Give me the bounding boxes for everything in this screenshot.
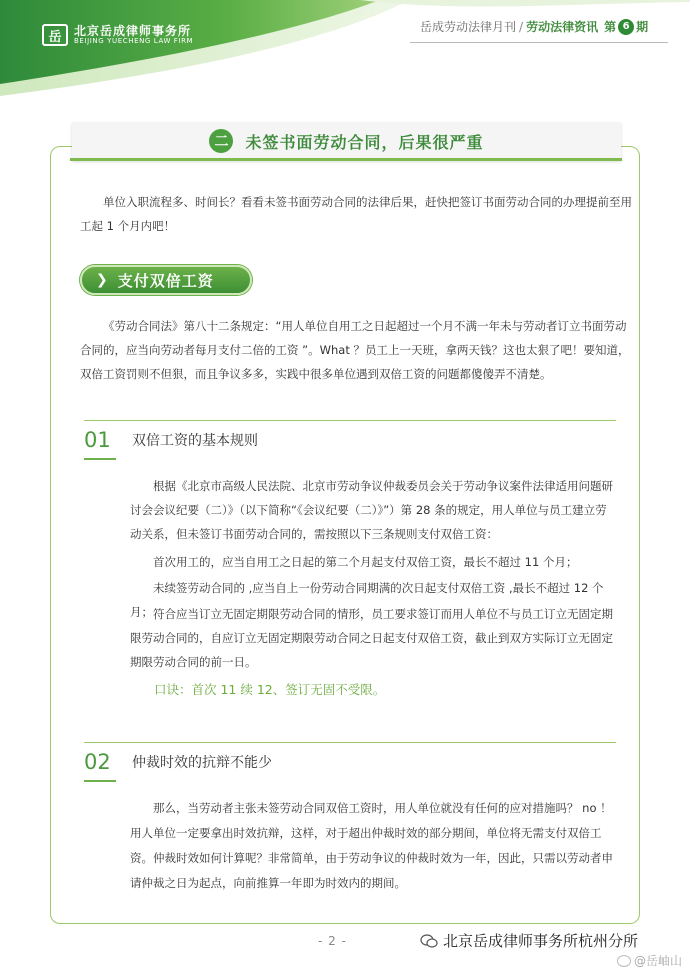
journal-name: 岳成劳动法律月刊 [420,20,517,34]
header-underline [410,42,668,43]
section-intro: 单位入职流程多、时间长？看看未签书面劳动合同的法律后果，赶快把签订书面劳动合同的办理提前至用工起 1 个月内吧！ [80,195,632,233]
page-number: - 2 - [318,934,347,948]
section-title: 未签书面劳动合同，后果很严重 [245,132,484,152]
weibo-handle: @岳岫山 [633,954,682,968]
issue-header [420,18,648,35]
logo-mark-icon: 岳 [42,24,68,46]
mnemonic: 口诀：首次 11 续 12、签订无固不受限。 [154,682,386,697]
part-title: 仲裁时效的抗辩不能少 [132,755,272,771]
chevron-right-icon: ❯ [96,272,108,288]
rule-item-1: 首次用工的，应当自用工之日起的第二个月起支付双倍工资，最长不超过 11 个月； [153,555,578,569]
issue-prefix: 第 [604,20,617,34]
subheading-pill [80,265,252,295]
time-limit-paragraph: 那么，当劳动者主张未签劳动合同双倍工资时，用人单位就没有任何的应对措施吗？ no ！用人单位一定要拿出时效抗辩，这样，对于超出仲裁时效的部分期间，单位将无需支付双倍工资。仲裁时效如何计算呢？非常简单，由于劳动争议的仲裁时效为一年，因此，只需以劳动者申请仲裁之日为起点，向前推算一年即为时效内的期间。 [130,801,613,890]
part-number: 01 [84,428,111,452]
wechat-icon [420,934,438,948]
number-underline [84,458,116,460]
part-heading-02 [84,742,616,782]
weibo-icon [617,955,631,967]
part-title: 双倍工资的基本规则 [132,433,258,449]
column-name: 劳动法律资讯 [526,20,599,34]
wechat-source: 北京岳成律师事务所杭州分所 [443,932,639,950]
section-banner [72,122,621,160]
firm-logo [42,24,193,46]
heading-rule [84,742,616,743]
header-separator: / [519,19,524,34]
heading-rule [84,420,616,421]
issue-suffix: 期 [636,20,649,34]
weibo-watermark [617,952,682,969]
number-underline [84,780,116,782]
part-heading-01 [84,420,616,460]
section-number-badge: 二 [209,129,233,153]
issue-label [604,18,648,35]
wechat-watermark [420,930,638,951]
law-paragraph: 《劳动合同法》第八十二条规定：“用人单位自用工之日起超过一个月不满一年未与劳动者订立书面劳动合同的，应当向劳动者每月支付二倍的工资 ”。What ？员工上一天班，拿两天钱？这也太狠了吧！要知道，双倍工资罚则不但狠，而且争议多多，实践中很多单位遇到双倍工资的问题都傻傻弄不清楚。 [80,319,630,381]
firm-name-cn: 北京岳成律师事务所 [74,23,192,38]
header-wave-band [0,0,690,100]
rule-item-2: 未续签劳动合同的 ,应当自上一份劳动合同期满的次日起支付双倍工资 ,最长不超过 12 个月； [130,581,604,619]
subheading-label: 支付双倍工资 [117,271,214,290]
part-number: 02 [84,750,111,774]
banner-underline [70,158,622,161]
rule-item-3: 符合应当订立无固定期限劳动合同的情形，员工要求签订而用人单位不与员工订立无固定期限劳动合同的，自应订立无固定期限劳动合同之日起支付双倍工资，截止到双方实际订立无固定期限劳动合同的前一日。 [130,607,613,669]
rule-paragraph: 根据《北京市高级人民法院、北京市劳动争议仲裁委员会关于劳动争议案件法律适用问题研讨会会议纪要（二）》（以下简称“《会议纪要（二）》”）第 28 条的规定，用人单位与员工建立劳动关系，但未签订书面劳动合同的，需按照以下三条规则支付双倍工资： [130,479,613,541]
firm-name-en: BEIJING YUECHENG LAW FIRM [74,36,194,45]
issue-number-badge: 6 [618,19,634,35]
